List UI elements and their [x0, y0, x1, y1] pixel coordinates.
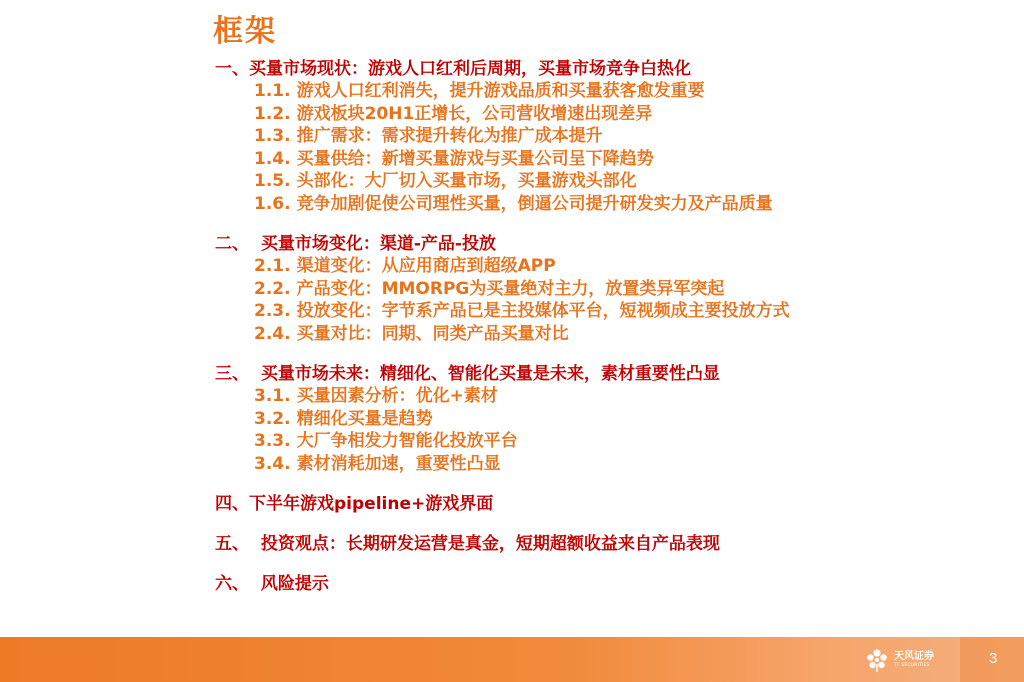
item-number: 2.3. [254, 301, 291, 321]
section-heading [215, 233, 1005, 255]
section-number: 三、 [215, 364, 249, 384]
section-heading [215, 573, 1005, 595]
item-number: 1.2. [254, 103, 291, 124]
toc-item [254, 255, 1005, 278]
toc-item [254, 430, 1005, 453]
toc-item [254, 193, 1005, 216]
section-title: 下半年游戏pipeline+游戏界面 [249, 494, 494, 514]
page-number: 3 [989, 650, 998, 667]
item-number: 2.1. [254, 256, 291, 276]
section-number: 一、 [215, 59, 249, 79]
section-heading [215, 493, 1005, 515]
page-title: 框架 [213, 14, 277, 49]
item-text: 游戏板块20H1正增长，公司营收增速出现差异 [296, 103, 653, 124]
table-of-contents [215, 58, 1005, 613]
item-number: 1.4. [254, 148, 291, 169]
item-number: 1.1. [254, 81, 291, 101]
toc-item [254, 103, 1005, 126]
toc-item [254, 148, 1005, 171]
toc-item [254, 278, 1005, 301]
item-number: 3.3. [254, 431, 291, 451]
flower-logo-icon [864, 647, 890, 673]
item-text: 大厂争相发力智能化投放平台 [296, 431, 518, 451]
subsection-list [254, 385, 1005, 475]
toc-section-1 [215, 58, 1005, 215]
toc-section-6 [215, 573, 1005, 595]
item-number: 1.6. [254, 193, 291, 214]
item-text: 精细化买量是趋势 [296, 408, 433, 429]
item-text: 买量因素分析：优化+素材 [296, 386, 498, 406]
item-number: 2.2. [254, 278, 291, 299]
section-title: 买量市场未来：精细化、智能化买量是未来，素材重要性凸显 [260, 364, 720, 384]
logo-name-en: TF SECURITIES [894, 663, 930, 668]
item-number: 3.4. [254, 453, 291, 474]
toc-item [254, 125, 1005, 148]
item-number: 3.1. [254, 386, 291, 406]
section-title: 风险提示 [260, 574, 329, 594]
toc-item [254, 408, 1005, 431]
logo-name-cn: 天风证券 [894, 651, 934, 662]
toc-section-3 [215, 363, 1005, 475]
item-number: 2.4. [254, 323, 291, 344]
item-text: 竞争加剧促使公司理性买量，倒逼公司提升研发实力及产品质量 [296, 193, 773, 214]
item-number: 1.5. [254, 171, 291, 191]
item-text: 产品变化：MMORPG为买量绝对主力，放置类异军突起 [296, 278, 725, 299]
item-text: 素材消耗加速，重要性凸显 [296, 453, 501, 474]
section-title: 买量市场变化：渠道-产品-投放 [260, 234, 496, 254]
section-number: 四、 [215, 494, 249, 514]
toc-item [254, 300, 1005, 323]
toc-item [254, 170, 1005, 193]
toc-item [254, 453, 1005, 476]
company-logo [864, 646, 934, 674]
toc-section-5 [215, 533, 1005, 555]
toc-section-2 [215, 233, 1005, 345]
section-title: 买量市场现状：游戏人口红利后周期，买量市场竞争白热化 [249, 59, 691, 79]
section-number: 五、 [215, 534, 249, 554]
section-number: 二、 [215, 234, 249, 254]
section-heading [215, 58, 1005, 80]
section-number: 六、 [215, 574, 249, 594]
toc-item [254, 385, 1005, 408]
item-text: 游戏人口红利消失，提升游戏品质和买量获客愈发重要 [296, 81, 705, 101]
section-heading [215, 533, 1005, 555]
toc-item [254, 80, 1005, 103]
toc-item [254, 323, 1005, 346]
section-title: 投资观点：长期研发运营是真金，短期超额收益来自产品表现 [260, 534, 720, 554]
item-text: 推广需求：需求提升转化为推广成本提升 [296, 126, 603, 146]
section-heading [215, 363, 1005, 385]
subsection-list [254, 255, 1005, 345]
subsection-list [254, 80, 1005, 215]
item-number: 3.2. [254, 408, 291, 429]
logo-text [894, 651, 934, 669]
item-text: 头部化：大厂切入买量市场，买量游戏头部化 [296, 171, 637, 191]
item-number: 1.3. [254, 126, 291, 146]
toc-section-4 [215, 493, 1005, 515]
item-text: 渠道变化：从应用商店到超级APP [296, 256, 556, 276]
item-text: 投放变化：字节系产品已是主投媒体平台，短视频成主要投放方式 [296, 301, 790, 321]
item-text: 买量对比：同期、同类产品买量对比 [296, 323, 569, 344]
item-text: 买量供给：新增买量游戏与买量公司呈下降趋势 [296, 148, 654, 169]
